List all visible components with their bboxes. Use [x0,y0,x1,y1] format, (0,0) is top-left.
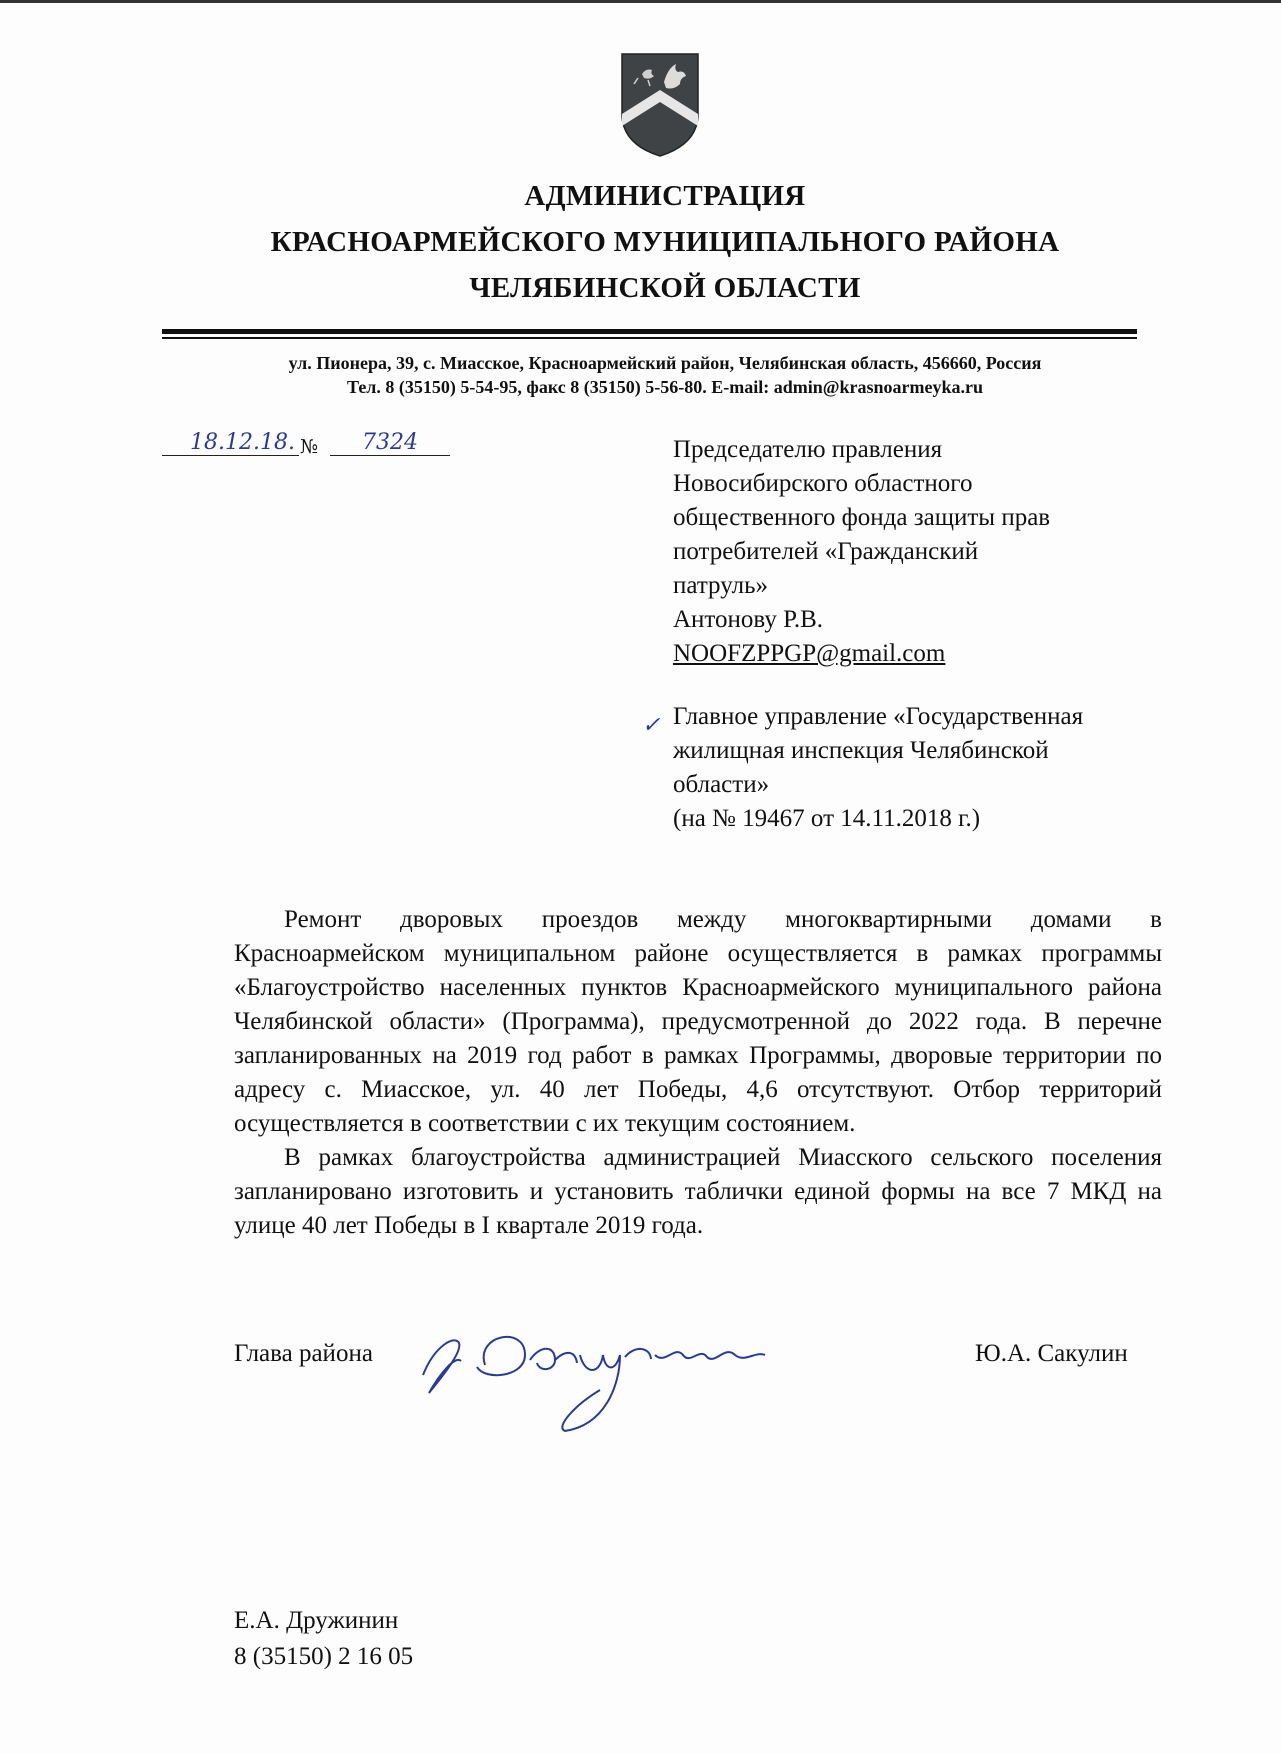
addressee-line: потребителей «Гражданский [673,538,979,565]
registration-date: 18.12.18. [190,430,295,455]
addressee-line: области» [673,771,770,798]
body-paragraph-2-text: В рамках благоустройства администрацией Миасского сельского поселения запланировано изготовить и установить таблички единой формы на все 7 МКД на улице 40 лет Победы в I квартале 2019 года. [234,1144,1162,1239]
org-title-line3: ЧЕЛЯБИНСКОЙ ОБЛАСТИ [469,272,861,304]
addressee-first [673,433,1050,671]
addressee-line: общественного фонда защиты прав [673,504,1051,531]
letter-body [234,903,1162,1243]
addressee-line: патруль» [673,572,769,599]
executor-name: Е.А. Дружинин [234,1607,399,1634]
org-title-line1: АДМИНИСТРАЦИЯ [524,180,806,212]
addressee-email-link[interactable]: NOOFZPPGP@gmail.com [673,640,946,667]
registration-number: 7324 [362,430,418,455]
header-divider-thin [162,337,1137,339]
addressee-line: Новосибирского областного [673,470,973,497]
body-paragraph-1-text: Ремонт дворовых проездов между многоквартирными домами в Красноармейском муниципальном районе осуществляется в рамках программы «Благоустройство населенных пунктов Красноармейского муниципального района Челябинской области» (Программа), предусмотренной до 2022 года. В перечне запланированных на 2019 год работ в рамках Программы, дворовые территории по адресу с. Миасское, ул. 40 лет Победы, 4,6 отсутствуют. Отбор территорий осуществляется в соответствии с их текущим состоянием. [234,906,1162,1137]
org-contacts: Тел. 8 (35150) 5-54-95, факс 8 (35150) 5-56-80. E-mail: admin@krasnoarmeyka.ru [347,377,983,397]
signatory-position: Глава района [234,1340,373,1367]
addressee-second [673,700,1083,836]
scan-edge [0,0,1281,3]
addressee-line: Главное управление «Государственная [673,703,1084,730]
reg-number-underline [330,455,450,456]
executor-block [234,1603,413,1675]
header-divider-thick [162,329,1137,334]
body-paragraph-2 [234,1141,1162,1243]
addressee-reference: (на № 19467 от 14.11.2018 г.) [673,805,981,832]
addressee-line: жилищная инспекция Челябинской [673,737,1049,764]
coat-of-arms-emblem [620,52,700,158]
executor-phone: 8 (35150) 2 16 05 [234,1643,414,1670]
addressee-line: Председателю правления [673,436,943,463]
org-address: ул. Пионера, 39, с. Миасское, Красноармейский район, Челябинская область, 456660, Россия [288,353,1042,373]
handwritten-check-icon: ✓ [642,712,661,737]
addressee-line: Антонову Р.В. [673,606,824,633]
registration-number-sign: № [300,436,318,458]
org-title-line2: КРАСНОАРМЕЙСКОГО МУНИЦИПАЛЬНОГО РАЙОНА [270,226,1060,258]
signatory-name: Ю.А. Сакулин [975,1340,1128,1367]
reg-date-underline [162,455,299,456]
body-paragraph-1 [234,903,1162,1141]
handwritten-signature [415,1315,795,1435]
